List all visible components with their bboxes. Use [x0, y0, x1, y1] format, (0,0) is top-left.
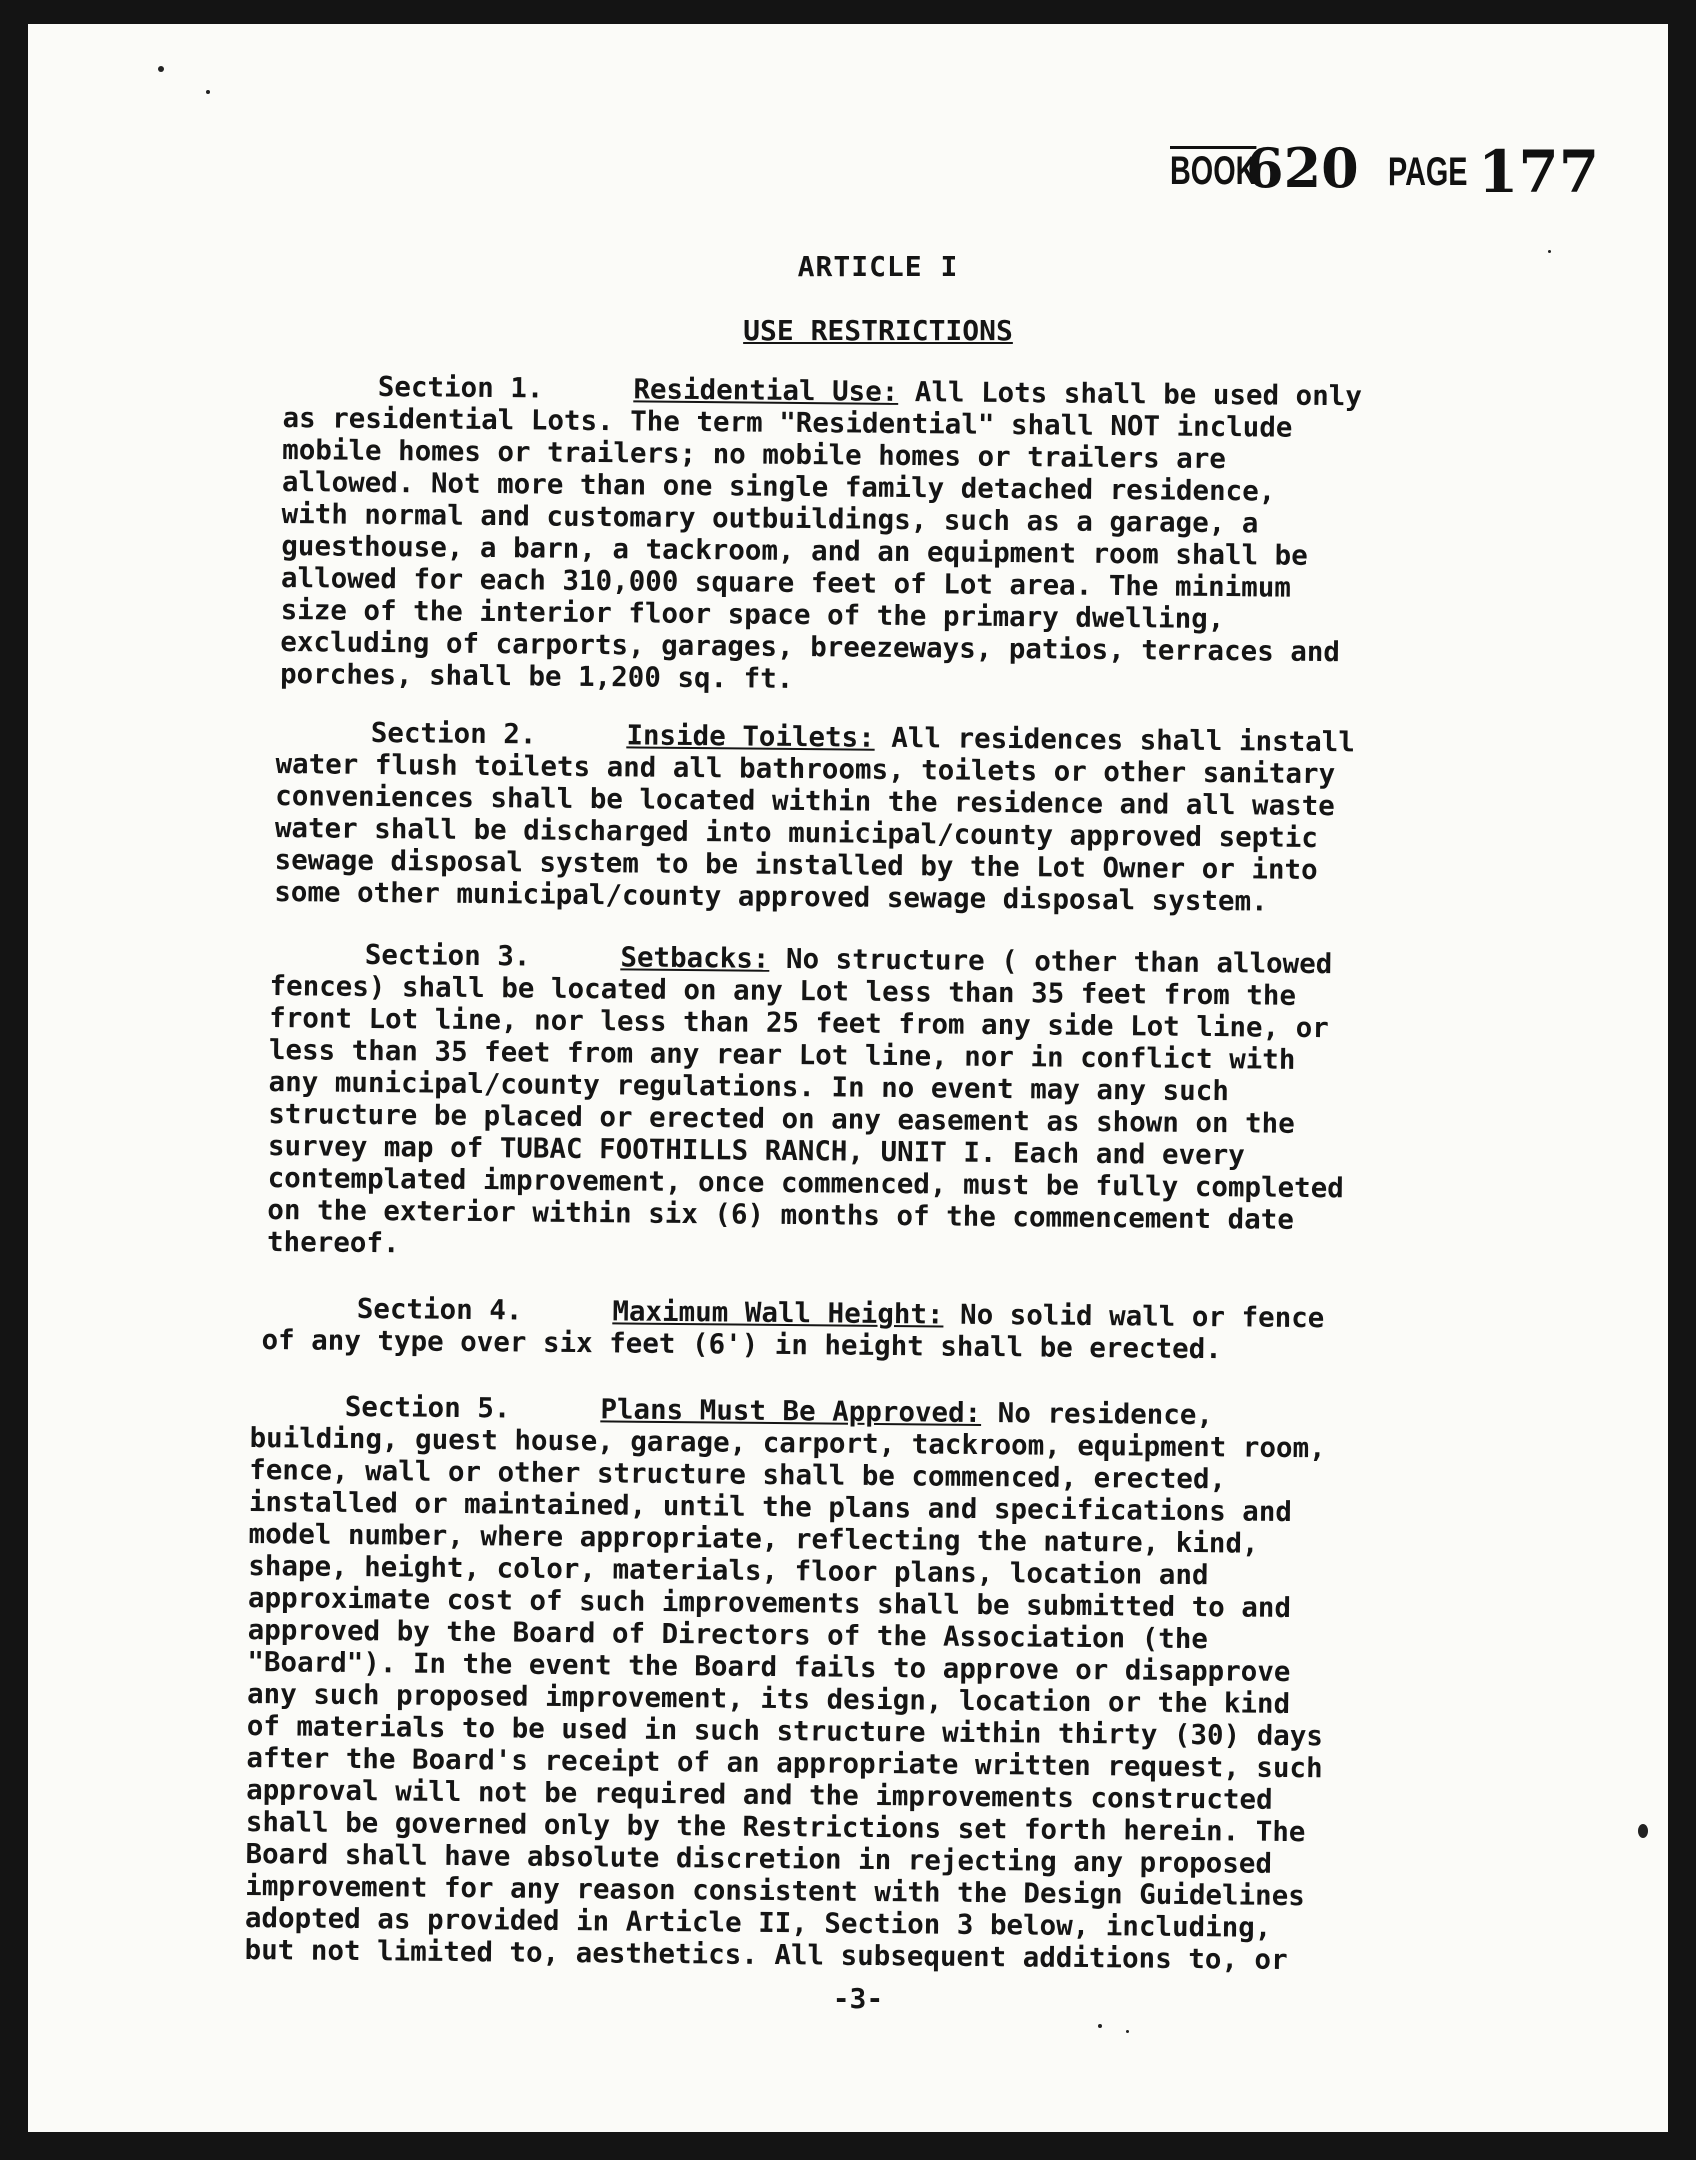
section-text: of materials to be used in such structure within thirty (30) days [246, 1709, 1324, 1753]
scan-speck [1098, 2024, 1102, 2028]
section-text: building, guest house, garage, carport, tackroom, equipment room, [249, 1421, 1326, 1465]
section-text: approved by the Board of Directors of the Association (the [247, 1613, 1209, 1656]
section-text: on the exterior within six (6) months of the commencement date [267, 1193, 1294, 1236]
section-heading: Plans Must Be Approved: [600, 1393, 982, 1430]
section-label: Section 5. [344, 1390, 511, 1425]
section-5 [244, 1390, 1559, 1979]
section-text: contemplated improvement, once commenced, must be fully completed [267, 1161, 1344, 1205]
section-text: guesthouse, a barn, a tackroom, and an equipment room shall be [281, 529, 1308, 572]
section-text: thereof. [266, 1225, 400, 1260]
scan-speck [1638, 1824, 1648, 1838]
page-footer-number: -3- [832, 1982, 884, 2015]
section-text: any such proposed improvement, its design, location or the kind [246, 1677, 1291, 1720]
section-text: front Lot line, nor less than 25 feet from any side Lot line, or [269, 1001, 1329, 1045]
page-label: PAGE [1388, 150, 1468, 194]
section-text: shape, height, color, materials, floor plans, location and [248, 1549, 1209, 1592]
section-1 [280, 370, 1593, 703]
section-text: approximate cost of such improvements shall be submitted to and [247, 1581, 1292, 1625]
section-text: excluding of carports, garages, breezeways, patios, terraces and [280, 625, 1341, 669]
section-text: fences) shall be located on any Lot less than 35 feet from the [269, 969, 1297, 1012]
section-text: improvement for any reason consistent with the Design Guidelines [245, 1869, 1305, 1913]
section-text: less than 35 feet from any rear Lot line, nor in conflict with [268, 1033, 1296, 1076]
section-text: with normal and customary outbuildings, such as a garage, a [281, 497, 1259, 540]
book-page-stamp [1138, 116, 1600, 206]
section-label: Section 4. [356, 1292, 523, 1327]
section-text: water flush toilets and all bathrooms, toilets or other sanitary [275, 747, 1336, 791]
section-text: No residence, [997, 1397, 1214, 1432]
section-text: allowed. Not more than one single family detached residence, [281, 465, 1276, 508]
section-text: All Lots shall be used only [914, 376, 1363, 413]
section-text: conveniences shall be located within the residence and all waste [275, 779, 1335, 823]
section-label: Section 3. [364, 938, 531, 973]
section-heading: Inside Toilets: [626, 719, 875, 754]
section-label: Section 2. [370, 716, 537, 751]
scan-speck [1548, 250, 1551, 253]
section-text: some other municipal/county approved sewage disposal system. [274, 875, 1268, 918]
section-text: approval will not be required and the improvements constructed [246, 1773, 1273, 1816]
section-text: No solid wall or fence [959, 1298, 1325, 1335]
article-title: ARTICLE I [797, 250, 959, 283]
section-text: size of the interior floor space of the primary dwelling, [280, 593, 1225, 636]
section-text: No structure ( other than allowed [785, 942, 1333, 981]
section-text: Board shall have absolute discretion in rejecting any proposed [245, 1837, 1273, 1880]
section-text: water shall be discharged into municipal/county approved septic [274, 811, 1319, 855]
section-4 [261, 1292, 1572, 1369]
document-page [28, 24, 1668, 2132]
section-text: of any type over six feet (6') in height shall be erected. [261, 1323, 1222, 1366]
section-3 [267, 938, 1580, 1271]
article-subtitle: USE RESTRICTIONS [743, 314, 1013, 347]
section-heading: Maximum Wall Height: [612, 1295, 944, 1331]
section-2 [274, 716, 1586, 921]
section-text: "Board"). In the event the Board fails to approve or disapprove [247, 1645, 1291, 1688]
section-text: any municipal/county regulations. In no event may any such [268, 1065, 1230, 1108]
section-text: mobile homes or trailers; no mobile homes or trailers are [282, 433, 1227, 476]
section-text: adopted as provided in Article II, Section 3 below, including, [244, 1901, 1272, 1944]
section-heading: Residential Use: [633, 373, 899, 408]
section-text: after the Board's receipt of an appropriate written request, such [246, 1741, 1323, 1785]
section-text: but not limited to, aesthetics. All subsequent additions to, or [244, 1933, 1288, 1976]
scan-speck [1126, 2030, 1129, 2033]
scan-speck [158, 66, 164, 72]
section-text: model number, where appropriate, reflecting the nature, kind, [248, 1517, 1259, 1560]
page-number-stamp: 177 [1478, 138, 1600, 206]
section-text: installed or maintained, until the plans and specifications and [248, 1485, 1293, 1529]
book-label: BOOK [1170, 146, 1256, 194]
section-heading: Setbacks: [620, 941, 770, 975]
section-text: sewage disposal system to be installed by the Lot Owner or into [274, 843, 1318, 887]
section-text: porches, shall be 1,200 sq. ft. [279, 657, 794, 695]
section-text: survey map of TUBAC FOOTHILLS RANCH, UNIT I. Each and every [267, 1129, 1245, 1172]
section-text: allowed for each 310,000 square feet of Lot area. The minimum [280, 561, 1292, 604]
section-text: as residential Lots. The term "Residential" shall NOT include [282, 401, 1293, 444]
book-number: 620 [1246, 136, 1359, 200]
section-text: structure be placed or erected on any easement as shown on the [268, 1097, 1295, 1140]
section-text: fence, wall or other structure shall be commenced, erected, [249, 1453, 1227, 1496]
section-text: shall be governed only by the Restrictions set forth herein. The [245, 1805, 1306, 1849]
scan-speck [206, 90, 210, 94]
section-text: All residences shall install [891, 721, 1356, 759]
section-label: Section 1. [377, 370, 544, 405]
